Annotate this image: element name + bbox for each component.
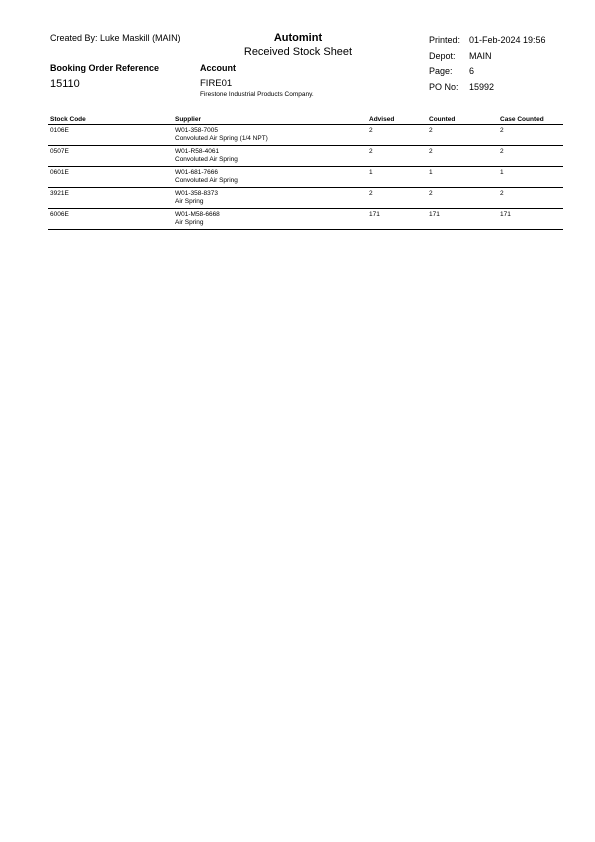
created-by — [50, 33, 181, 43]
supplier-code-cell: W01-M58-6668 — [175, 211, 220, 218]
col-advised: Advised — [369, 116, 395, 123]
depot-label: Depot: — [429, 50, 456, 61]
account-name: Firestone Industrial Products Company. — [200, 91, 314, 98]
stock-code-cell: 3921E — [50, 190, 69, 197]
description-cell: Convoluted Air Spring (1/4 NPT) — [175, 135, 268, 142]
supplier-code-cell: W01-358-7005 — [175, 127, 218, 134]
table-row — [48, 167, 563, 188]
case-counted-cell: 2 — [500, 190, 504, 197]
counted-cell: 171 — [429, 211, 440, 218]
supplier-code-cell: W01-R58-4061 — [175, 148, 220, 155]
advised-cell: 171 — [369, 211, 380, 218]
case-counted-cell: 1 — [500, 169, 504, 176]
supplier-code-cell: W01-358-8373 — [175, 190, 218, 197]
report-heading — [222, 32, 374, 60]
printed-label: Printed: — [429, 35, 461, 45]
stock-code-cell: 0507E — [50, 148, 69, 155]
description-cell: Air Spring — [175, 198, 204, 205]
po-value: 15992 — [469, 81, 495, 92]
case-counted-cell: 2 — [500, 127, 504, 134]
po-row — [429, 80, 546, 96]
case-counted-cell: 171 — [500, 211, 511, 218]
advised-cell: 2 — [369, 148, 373, 155]
counted-cell: 1 — [429, 169, 433, 176]
description-cell: Convoluted Air Spring — [175, 156, 238, 163]
created-by-label: Created By: — [50, 33, 98, 43]
advised-cell: 2 — [369, 190, 373, 197]
stock-code-cell: 0106E — [50, 127, 69, 134]
booking-ref-value: 15110 — [50, 78, 80, 90]
booking-ref-label: Booking Order Reference — [50, 63, 160, 73]
account-code: FIRE01 — [200, 78, 233, 89]
table-header — [48, 114, 563, 125]
col-counted: Counted — [429, 116, 456, 123]
counted-cell: 2 — [429, 190, 433, 197]
supplier-code-cell: W01-681-7666 — [175, 169, 218, 176]
printed-row — [429, 33, 546, 49]
description-cell: Air Spring — [175, 219, 204, 226]
page-label: Page: — [429, 66, 453, 76]
document-title: Received Stock Sheet — [243, 46, 353, 58]
counted-cell: 2 — [429, 148, 433, 155]
case-counted-cell: 2 — [500, 148, 504, 155]
po-label: PO No: — [429, 81, 459, 92]
col-supplier: Supplier — [175, 116, 202, 123]
report-meta — [429, 33, 546, 95]
counted-cell: 2 — [429, 127, 433, 134]
table-row — [48, 209, 563, 230]
table-row — [48, 146, 563, 167]
stock-code-cell: 0601E — [50, 169, 69, 176]
stock-table — [48, 114, 563, 230]
account-label: Account — [200, 63, 236, 73]
page-value: 6 — [469, 66, 475, 76]
table-row — [48, 125, 563, 146]
depot-value: MAIN — [469, 50, 492, 61]
table-row — [48, 188, 563, 209]
company-name: Automint — [273, 32, 323, 44]
col-stock-code: Stock Code — [50, 116, 86, 123]
advised-cell: 1 — [369, 169, 373, 176]
description-cell: Convoluted Air Spring — [175, 177, 238, 184]
advised-cell: 2 — [369, 127, 373, 134]
col-case-counted: Case Counted — [500, 116, 544, 123]
depot-row — [429, 49, 546, 65]
printed-value: 01-Feb-2024 19:56 — [469, 35, 546, 45]
created-by-value: Luke Maskill (MAIN) — [100, 33, 181, 43]
stock-code-cell: 6006E — [50, 211, 69, 218]
page-row — [429, 64, 546, 80]
